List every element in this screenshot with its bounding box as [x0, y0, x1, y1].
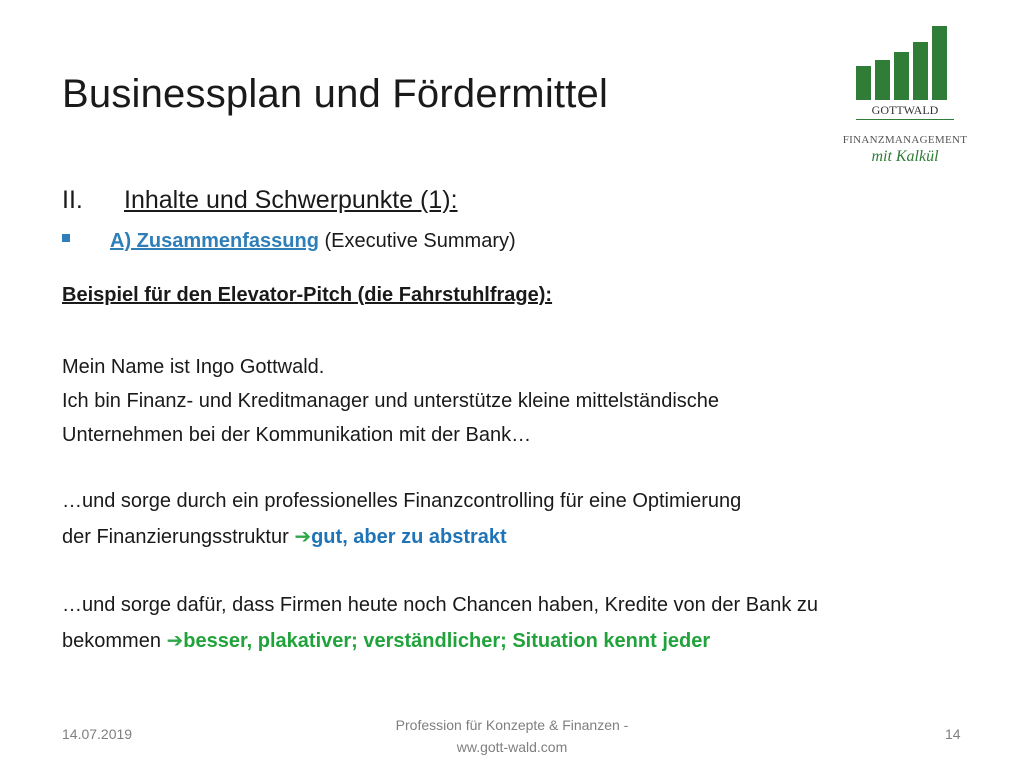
text-line-5-main: der Finanzierungsstruktur [62, 526, 295, 548]
logo-brand-name: GOTTWALD [871, 103, 939, 117]
slide-title: Businessplan und Fördermittel [62, 72, 609, 116]
section-number: II. [62, 186, 83, 214]
text-line-7-main: bekommen [62, 630, 167, 652]
footer-center [362, 714, 662, 758]
text-line-6: …und sorge dafür, dass Firmen heute noch Chancen haben, Kredite von der Bank zu [62, 594, 819, 616]
arrow-right-icon: ➔ [166, 630, 184, 652]
logo-divider [856, 119, 954, 120]
pitch-heading: Beispiel für den Elevator-Pitch (die Fahrstuhlfrage): [62, 284, 553, 306]
logo-subtitle: FINANZMANAGEMENT [842, 134, 968, 146]
footer-center-line-1: Profession für Konzepte & Finanzen - [395, 717, 629, 733]
bullet-item [62, 230, 516, 253]
logo-bar [932, 26, 947, 100]
text-line-4: …und sorge durch ein professionelles Finanzcontrolling für eine Optimierung [62, 490, 742, 512]
text-line-7 [62, 628, 710, 653]
logo-bar [856, 66, 871, 100]
section-text: Inhalte und Schwerpunkte (1): [124, 186, 458, 214]
logo-bar [894, 52, 909, 100]
text-line-3: Unternehmen bei der Kommunikation mit der Bank… [62, 424, 532, 446]
summary-link[interactable]: A) Zusammenfassung [110, 230, 319, 252]
footer-center-line-2: ww.gott-wald.com [456, 739, 568, 755]
note-abstract: gut, aber zu abstrakt [311, 526, 507, 548]
square-bullet-icon [62, 234, 70, 242]
bar-chart-logo-icon [856, 26, 952, 100]
logo-bar [913, 42, 928, 100]
gottwald-logo [834, 26, 976, 176]
logo-bar [875, 60, 890, 100]
arrow-right-icon: ➔ [294, 526, 312, 548]
text-line-1: Mein Name ist Ingo Gottwald. [62, 356, 325, 378]
bullet-rest-text: (Executive Summary) [318, 230, 516, 252]
page-number: 14 [945, 726, 961, 742]
footer-date: 14.07.2019 [62, 726, 133, 742]
note-better: besser, plakativer; verständlicher; Situation kennt jeder [183, 630, 711, 652]
text-line-2: Ich bin Finanz- und Kreditmanager und unterstütze kleine mittelständische [62, 390, 720, 412]
logo-script: mit Kalkül [871, 148, 939, 165]
text-line-5 [62, 524, 507, 549]
section-heading [62, 186, 458, 215]
